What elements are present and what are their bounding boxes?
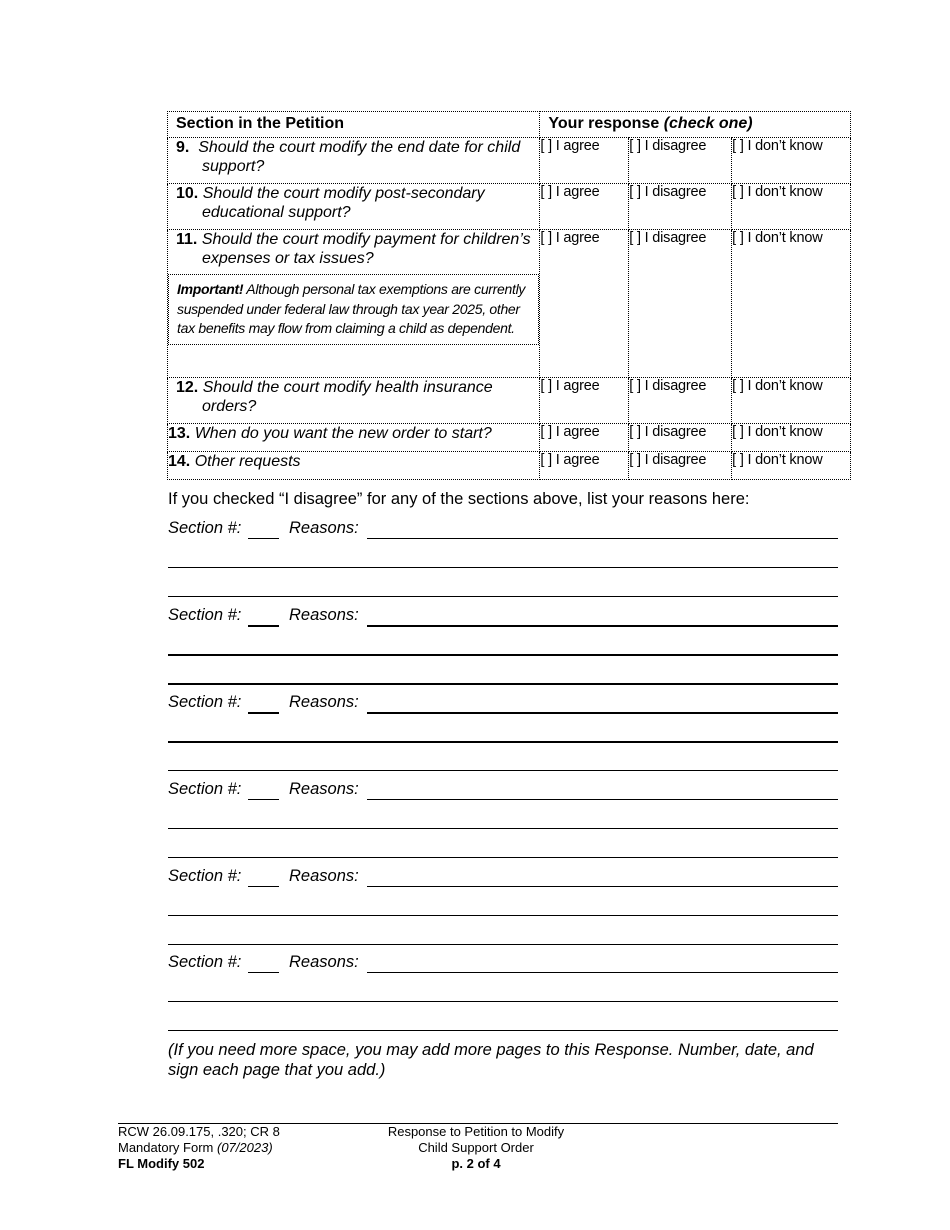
response-table xyxy=(167,111,851,480)
dont-know-checkbox[interactable]: [ ] I don’t know xyxy=(732,230,851,378)
disagree-checkbox[interactable]: [ ] I disagree xyxy=(629,378,732,424)
section-number-field[interactable] xyxy=(248,799,279,800)
footer-title: Response to Petition to Modify Child Support Order p. 2 of 4 xyxy=(356,1124,596,1172)
reason-block: Section #: Reasons: xyxy=(168,685,838,772)
table-row xyxy=(168,424,851,452)
reason-block: Section #: Reasons: xyxy=(168,772,838,859)
reasons-continuation-line[interactable] xyxy=(168,743,838,772)
dont-know-checkbox[interactable]: [ ] I don’t know xyxy=(732,378,851,424)
header-response-hint: (check one) xyxy=(663,115,753,132)
disagree-checkbox[interactable]: [ ] I disagree xyxy=(629,424,732,452)
table-header-row xyxy=(168,112,851,138)
section-number-field[interactable] xyxy=(248,538,279,539)
question-cell: 12. Should the court modify health insurance orders? xyxy=(168,378,540,424)
reasons-continuation-line[interactable] xyxy=(168,656,838,685)
agree-checkbox[interactable]: [ ] I agree xyxy=(540,452,629,480)
page-number: p. 2 of 4 xyxy=(451,1156,501,1171)
section-number-field[interactable] xyxy=(248,972,279,973)
reasons-continuation-line[interactable] xyxy=(168,1003,838,1032)
agree-checkbox[interactable]: [ ] I agree xyxy=(540,138,629,184)
question-cell: 9. Should the court modify the end date for child support? xyxy=(168,138,540,184)
reason-block: Section #: Reasons: xyxy=(168,945,838,1032)
footer-form-id: FL Modify 502 xyxy=(118,1156,205,1171)
footer-mandatory: Mandatory Form (07/2023) xyxy=(118,1140,273,1155)
footer-left xyxy=(118,1124,280,1172)
reasons-continuation-line[interactable] xyxy=(168,627,838,656)
question-cell: 13. When do you want the new order to start? xyxy=(168,424,540,452)
reasons-continuation-line[interactable] xyxy=(168,830,838,859)
dont-know-checkbox[interactable]: [ ] I don’t know xyxy=(732,424,851,452)
disagree-checkbox[interactable]: [ ] I disagree xyxy=(629,184,732,230)
reasons-continuation-line[interactable] xyxy=(168,801,838,830)
reason-block: Section #: Reasons: xyxy=(168,511,838,598)
reasons-continuation-line[interactable] xyxy=(168,974,838,1003)
header-response: Your response (check one) xyxy=(540,112,851,138)
reasons-continuation-line[interactable] xyxy=(168,569,838,598)
dont-know-checkbox[interactable]: [ ] I don’t know xyxy=(732,184,851,230)
section-number-field[interactable] xyxy=(248,886,279,887)
agree-checkbox[interactable]: [ ] I agree xyxy=(540,378,629,424)
reason-block: Section #: Reasons: xyxy=(168,598,838,685)
important-note: Important! Although personal tax exemptions are currently suspended under federal law through tax year 2025, other tax benefits may flow from claiming a child as dependent. xyxy=(168,274,539,345)
agree-checkbox[interactable]: [ ] I agree xyxy=(540,424,629,452)
more-space-note: (If you need more space, you may add more pages to this Response. Number, date, and sign each page that you add.) xyxy=(168,1041,814,1079)
reason-block: Section #: Reasons: xyxy=(168,859,838,946)
reasons-field[interactable] xyxy=(367,886,838,887)
disagree-checkbox[interactable]: [ ] I disagree xyxy=(629,138,732,184)
disagree-checkbox[interactable]: [ ] I disagree xyxy=(629,452,732,480)
reasons-field[interactable] xyxy=(367,972,838,973)
table-row xyxy=(168,138,851,184)
disagree-intro: If you checked “I disagree” for any of the sections above, list your reasons here: xyxy=(168,490,750,508)
agree-checkbox[interactable]: [ ] I agree xyxy=(540,230,629,378)
dont-know-checkbox[interactable]: [ ] I don’t know xyxy=(732,452,851,480)
reasons-field[interactable] xyxy=(367,538,838,539)
reasons-continuation-line[interactable] xyxy=(168,540,838,569)
question-cell: 11. Should the court modify payment for children’s expenses or tax issues? Important! Although personal tax exemptions are currently suspended under federal law through tax year 2025, other tax benefits may flow from claiming a child as dependent. xyxy=(168,230,540,378)
table-row xyxy=(168,378,851,424)
question-cell: 10. Should the court modify post-secondary educational support? xyxy=(168,184,540,230)
table-row xyxy=(168,184,851,230)
table-row xyxy=(168,452,851,480)
reasons-continuation-line[interactable] xyxy=(168,888,838,917)
disagree-checkbox[interactable]: [ ] I disagree xyxy=(629,230,732,378)
header-section: Section in the Petition xyxy=(168,112,540,138)
reasons-continuation-line[interactable] xyxy=(168,714,838,743)
dont-know-checkbox[interactable]: [ ] I don’t know xyxy=(732,138,851,184)
reasons-continuation-line[interactable] xyxy=(168,917,838,946)
footer-rcw: RCW 26.09.175, .320; CR 8 xyxy=(118,1124,280,1139)
reasons-field[interactable] xyxy=(367,799,838,800)
agree-checkbox[interactable]: [ ] I agree xyxy=(540,184,629,230)
question-cell: 14. Other requests xyxy=(168,452,540,480)
table-row xyxy=(168,230,851,378)
